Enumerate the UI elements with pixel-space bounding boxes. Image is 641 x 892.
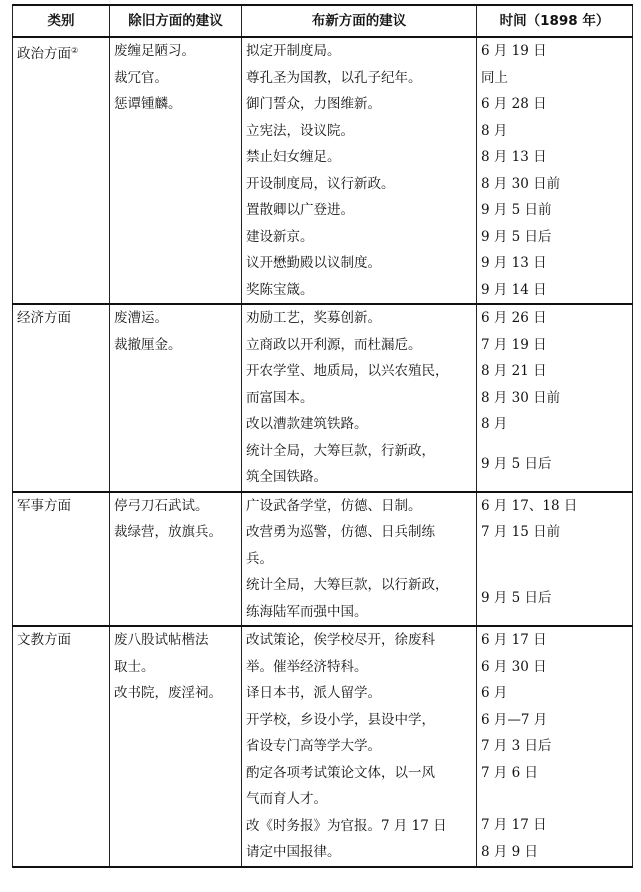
list-item: 禁止妇女缠足。: [246, 149, 341, 165]
list-item: 御门誓众，力图维新。: [246, 96, 381, 112]
category-label: 政治方面: [17, 46, 71, 62]
list-item: 建设新京。: [246, 228, 314, 245]
list-item: 8 月: [481, 416, 508, 432]
table-row-military: [13, 492, 633, 627]
abolish-cell: [110, 626, 242, 867]
list-item: 同上: [481, 69, 508, 86]
list-item: 废八股试帖楷法: [114, 632, 209, 648]
establish-cell: [242, 304, 477, 492]
list-item: 请定中国报律。: [246, 844, 341, 860]
establish-cell: [242, 626, 477, 867]
list-item: 6 月 28 日: [481, 96, 547, 112]
list-item: 统计全局，大筹巨款，行新政，: [246, 442, 435, 459]
list-item: 广设武备学堂，仿德、日制。: [246, 497, 422, 514]
list-item: 立宪法，设议院。: [246, 122, 354, 139]
list-item: 开农学堂、地质局，以兴农殖民，: [246, 363, 449, 379]
list-item: 废缠足陋习。: [114, 43, 195, 59]
header-row: [13, 5, 633, 37]
abolish-cell: [110, 304, 242, 492]
list-item: 7 月 6 日: [481, 764, 539, 781]
time-cell: [477, 626, 633, 867]
list-item: 气而育人才。: [246, 791, 327, 807]
list-item: 议开懋勤殿以议制度。: [246, 255, 381, 271]
list-item: 兵。: [246, 550, 273, 567]
list-item: 7 月 3 日后: [481, 738, 552, 754]
list-item: 惩谭锺麟。: [114, 96, 182, 112]
list-item: 6 月 19 日: [481, 43, 547, 59]
list-item: 裁冗官。: [114, 69, 168, 86]
list-item: 改书院，废淫祠。: [114, 685, 222, 701]
list-item: 6 月 17 日: [481, 632, 547, 648]
list-item: 9 月 5 日后: [481, 589, 552, 606]
list-item: 9 月 5 日前: [481, 202, 552, 218]
establish-cell: [242, 37, 477, 304]
abolish-cell: [110, 492, 242, 627]
list-item: 改《时务报》为官报。7 月 17 日: [246, 817, 447, 834]
list-item: 6 月: [481, 685, 508, 701]
reform-proposals-table-page: [12, 4, 632, 868]
list-item: 酌定各项考试策论文体，以一风: [246, 764, 435, 781]
list-item: 8 月 30 日前: [481, 389, 561, 406]
reform-proposals-table: [12, 4, 633, 868]
list-item: 9 月 5 日后: [481, 455, 552, 472]
list-item: 裁撤厘金。: [114, 336, 182, 353]
category-cell: [13, 492, 110, 627]
table-row-education: [13, 626, 633, 867]
abolish-cell: [110, 37, 242, 304]
list-item: 取士。: [114, 658, 155, 675]
list-item: 改营勇为巡警，仿德、日兵制练: [246, 524, 435, 540]
list-item: 6 月 17、18 日: [481, 497, 578, 514]
list-item: 6 月 30 日: [481, 658, 547, 675]
time-cell: [477, 37, 633, 304]
category-cell: [13, 37, 110, 304]
list-item: 尊孔圣为国教，以孔子纪年。: [246, 69, 422, 86]
list-item: 统计全局，大筹巨款，以行新政，: [246, 577, 449, 593]
category-cell: [13, 304, 110, 492]
list-item: 6 月—7 月: [481, 711, 548, 728]
list-item: 而富国本。: [246, 389, 314, 406]
list-item: 8 月 21 日: [481, 363, 547, 379]
time-cell: [477, 492, 633, 627]
header-time: 时间（1898 年）: [477, 5, 633, 37]
header-abolish: 除旧方面的建议: [110, 5, 242, 37]
list-item: 停弓刀石武试。: [114, 497, 209, 514]
list-item: 开学校，乡设小学，县设中学，: [246, 711, 435, 728]
list-item: 劝励工艺，奖募创新。: [246, 310, 381, 326]
list-item: 拟定开制度局。: [246, 43, 341, 59]
list-item: 9 月 14 日: [481, 281, 547, 298]
list-item: 奖陈宝箴。: [246, 281, 314, 298]
list-item: 举。催举经济特科。: [246, 658, 368, 675]
footnote-mark: ②: [71, 46, 79, 55]
category-label: 军事方面: [17, 497, 71, 514]
list-item: 7 月 15 日前: [481, 524, 561, 540]
list-item: 8 月 30 日前: [481, 175, 561, 192]
list-item: 8 月: [481, 122, 508, 139]
table-row-economy: [13, 304, 633, 492]
list-item: 开设制度局，议行新政。: [246, 175, 395, 192]
list-item: 7 月 19 日: [481, 336, 547, 353]
establish-cell: [242, 492, 477, 627]
list-item: 9 月 5 日后: [481, 228, 552, 245]
list-item: 改以漕款建筑铁路。: [246, 416, 368, 432]
header-category: 类别: [13, 5, 110, 37]
list-item: 废漕运。: [114, 310, 168, 326]
list-item: 6 月 26 日: [481, 310, 547, 326]
header-establish: 布新方面的建议: [242, 5, 477, 37]
category-cell: [13, 626, 110, 867]
list-item: 8 月 9 日: [481, 843, 539, 860]
list-item: 9 月 13 日: [481, 255, 547, 271]
time-cell: [477, 304, 633, 492]
category-label: 文教方面: [17, 632, 71, 648]
list-item: 筑全国铁路。: [246, 469, 327, 485]
category-label: 经济方面: [17, 310, 71, 326]
list-item: 改试策论，俟学校尽开，徐废科: [246, 632, 435, 648]
list-item: 7 月 17 日: [481, 817, 547, 833]
list-item: 8 月 13 日: [481, 149, 547, 165]
table-row-politics: [13, 37, 633, 304]
list-item: 译日本书，派人留学。: [246, 685, 381, 701]
list-item: 练海陆军而强中国。: [246, 603, 368, 620]
list-item: 省设专门高等学大学。: [246, 738, 381, 754]
list-item: 裁绿营，放旗兵。: [114, 524, 222, 540]
list-item: 立商政以开利源，而杜漏卮。: [246, 336, 422, 353]
list-item: 置散卿以广登进。: [246, 202, 354, 218]
